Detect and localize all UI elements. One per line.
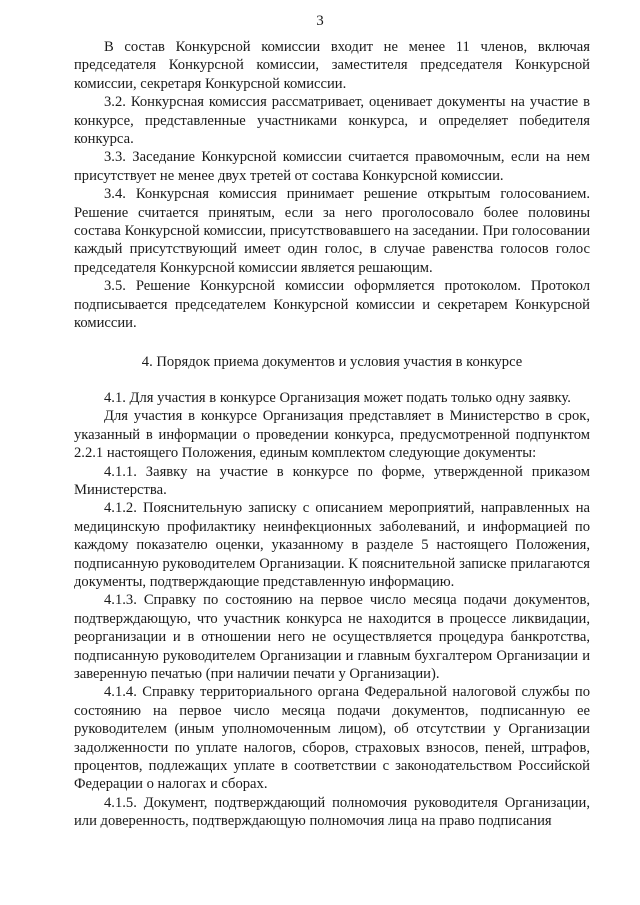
paragraph-4-1-3: 4.1.3. Справку по состоянию на первое число месяца подачи документов, подтверждающую, что участник конкурса не находится в процессе ликвидации, реорганизации и в отношении него не осуществляется процедура банкротства, подписанную руководителем Организации и главным бухгалтером Организации и заверенную печатью (при наличии печати у Организации).: [74, 592, 590, 682]
paragraph-4-1-5: 4.1.5. Документ, подтверждающий полномочия руководителя Организации, или доверенность, подтверждающую полномочия лица на право подписания: [74, 794, 590, 830]
paragraph-3-3: 3.3. Заседание Конкурсной комиссии считается правомочным, если на нем присутствует не менее двух третей от состава Конкурсной комиссии.: [74, 149, 590, 184]
paragraph-documents-intro: Для участия в конкурсе Организация представляет в Министерство в срок, указанный в информации о проведении конкурса, предусмотренной подпунктом 2.2.1 настоящего Положения, единым комплектом следующие документы:: [74, 408, 590, 462]
paragraph-4-1-1: 4.1.1. Заявку на участие в конкурсе по форме, утвержденной приказом Министерства.: [74, 463, 590, 498]
paragraph-commission-composition: В состав Конкурсной комиссии входит не менее 11 членов, включая председателя Конкурсной комиссии, заместителя председателя Конкурсной комиссии, секретаря Конкурсной комиссии.: [74, 39, 590, 92]
paragraph-3-5: 3.5. Решение Конкурсной комиссии оформляется протоколом. Протокол подписывается председателем Конкурсной комиссии и секретарем Конкурсной комиссии.: [74, 278, 590, 332]
paragraph-4-1-2: 4.1.2. Пояснительную записку с описанием мероприятий, направленных на медицинскую профилактику неинфекционных заболеваний, и информацией по каждому показателю оценки, указанному в разделе 5 настоящего Положения, подписанную руководителем Организации. К пояснительной записке прилагаются документы, подтверждающие представленную информацию.: [74, 500, 590, 590]
document-body: [74, 38, 590, 831]
paragraph-3-4: 3.4. Конкурсная комиссия принимает решение открытым голосованием. Решение считается принятым, если за него проголосовало более половины состава Конкурсной комиссии, присутствовавшего на заседании. При голосовании каждый присутствующий имеет один голос, в случае равенства голосов голос председателя Конкурсной комиссии является решающим.: [74, 186, 590, 276]
paragraph-3-2: 3.2. Конкурсная комиссия рассматривает, оценивает документы на участие в конкурсе, представленные участниками конкурса, и определяет победителя конкурса.: [74, 94, 590, 148]
paragraph-4-1: 4.1. Для участия в конкурсе Организация может подать только одну заявку.: [104, 389, 571, 406]
section-heading-4: 4. Порядок приема документов и условия участия в конкурсе: [141, 353, 523, 370]
paragraph-4-1-4: 4.1.4. Справку территориального органа Федеральной налоговой службы по состоянию на первое число месяца подачи документов, подписанную ее руководителем (иным уполномоченным лицом), об отсутствии у Организации задолженности по уплате налогов, сборов, страховых взносов, пеней, штрафов, процентов, подлежащих уплате в соответствии с законодательством Российской Федерации о налогах и сборах.: [74, 684, 590, 793]
page-number: 3: [316, 13, 324, 29]
